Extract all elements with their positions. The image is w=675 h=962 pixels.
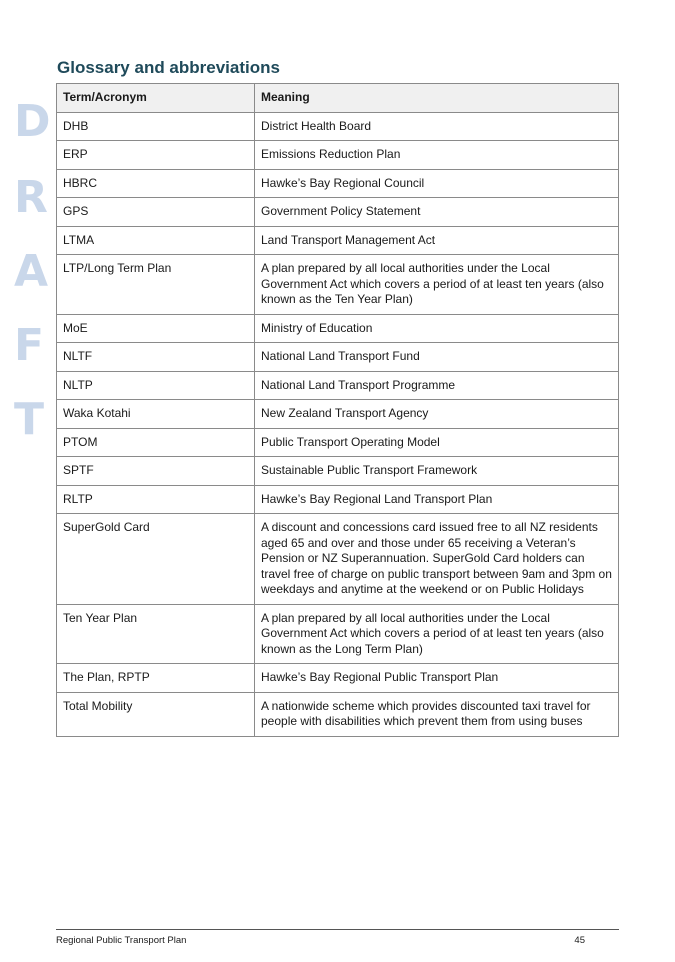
term-cell: GPS [57,198,255,227]
term-cell: RLTP [57,485,255,514]
term-cell: The Plan, RPTP [57,664,255,693]
meaning-cell: A plan prepared by all local authorities under the Local Government Act which covers a period of at least ten years (also known as the Long Term Plan) [255,604,619,664]
table-row [57,428,619,457]
meaning-cell: Hawke’s Bay Regional Council [255,169,619,198]
page-number: 45 [574,935,585,946]
table-row [57,514,619,605]
table-row [57,371,619,400]
table-row [57,314,619,343]
term-cell: LTMA [57,226,255,255]
term-cell: NLTP [57,371,255,400]
term-cell: MoE [57,314,255,343]
table-row [57,604,619,664]
term-cell: LTP/Long Term Plan [57,255,255,315]
table-row [57,343,619,372]
meaning-cell: A discount and concessions card issued free to all NZ residents aged 65 and over and those under 65 receiving a Veteran’s Pension or NZ Superannuation. SuperGold Card holders can travel free of charge on public transport between 9am and 3pm on weekdays and anytime at the weekend or on Public Holidays [255,514,619,605]
table-row [57,255,619,315]
term-cell: Total Mobility [57,692,255,736]
term-cell: Ten Year Plan [57,604,255,664]
table-row [57,169,619,198]
meaning-cell: National Land Transport Fund [255,343,619,372]
meaning-cell: New Zealand Transport Agency [255,400,619,429]
draft-letter: R [14,172,48,223]
term-cell: SuperGold Card [57,514,255,605]
table-row [57,198,619,227]
page-footer [56,929,619,946]
meaning-cell: Land Transport Management Act [255,226,619,255]
footer-title: Regional Public Transport Plan [56,935,187,946]
meaning-cell: Sustainable Public Transport Framework [255,457,619,486]
draft-letter: F [14,320,45,371]
meaning-cell: National Land Transport Programme [255,371,619,400]
table-row [57,112,619,141]
table-body [57,112,619,736]
meaning-cell: Hawke’s Bay Regional Public Transport Plan [255,664,619,693]
meaning-cell: Public Transport Operating Model [255,428,619,457]
column-header-term: Term/Acronym [57,84,255,113]
table-row [57,226,619,255]
draft-letter: D [14,96,51,147]
meaning-cell: Ministry of Education [255,314,619,343]
term-cell: Waka Kotahi [57,400,255,429]
table-row [57,141,619,170]
glossary-table [56,83,619,737]
table-row [57,457,619,486]
table-row [57,692,619,736]
page-title: Glossary and abbreviations [57,58,280,77]
meaning-cell: A nationwide scheme which provides discounted taxi travel for people with disabilities which prevent them from using buses [255,692,619,736]
table-row [57,400,619,429]
table-row [57,485,619,514]
meaning-cell: District Health Board [255,112,619,141]
draft-letter: T [14,394,45,445]
term-cell: SPTF [57,457,255,486]
meaning-cell: Hawke’s Bay Regional Land Transport Plan [255,485,619,514]
meaning-cell: Government Policy Statement [255,198,619,227]
meaning-cell: A plan prepared by all local authorities under the Local Government Act which covers a period of at least ten years (also known as the Ten Year Plan) [255,255,619,315]
meaning-cell: Emissions Reduction Plan [255,141,619,170]
draft-letter: A [14,246,49,297]
term-cell: ERP [57,141,255,170]
table-header-row [57,84,619,113]
column-header-meaning: Meaning [255,84,619,113]
term-cell: DHB [57,112,255,141]
term-cell: NLTF [57,343,255,372]
term-cell: PTOM [57,428,255,457]
term-cell: HBRC [57,169,255,198]
table-row [57,664,619,693]
